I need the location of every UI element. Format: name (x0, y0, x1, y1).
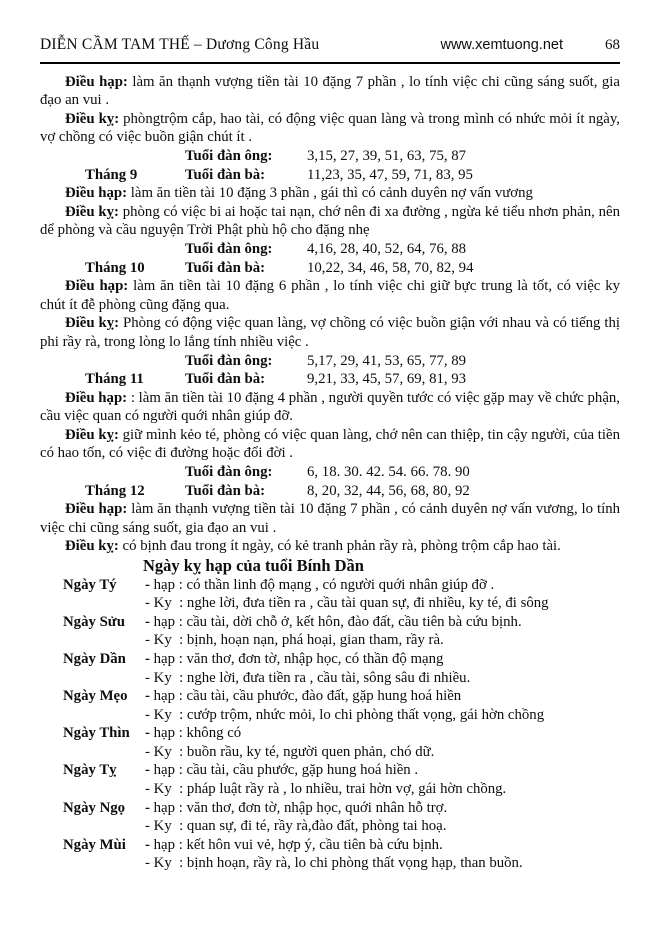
month-label: Tháng 9 (85, 166, 138, 183)
men-ages-values: 5,17, 29, 41, 53, 65, 77, 89 (307, 352, 467, 369)
ky-text: phòng có việc bi ai hoặc tai nạn, chớ nên đi xa đường , ngừa kẻ tiểu nhơn phản, nên dể phòng và cầu nguyện Trời Phật phù hộ cho đặng nhẹ (40, 203, 620, 239)
day-name: Ngày Thìn (63, 725, 130, 742)
day-name: Ngày Mùi (63, 836, 126, 853)
day-hap-line (145, 613, 620, 632)
day-hap-text: hạp : có thần linh độ mạng , có người quới nhân giúp đỡ . (149, 576, 495, 593)
hap-paragraph (40, 389, 620, 426)
day-ky-line (145, 854, 620, 873)
day-lines (145, 724, 620, 761)
women-ages-row (85, 166, 620, 185)
men-ages-label: Tuổi đàn ông: (185, 464, 273, 481)
month-block (40, 352, 620, 464)
men-ages-values: 6, 18. 30. 42. 54. 66. 78. 90 (307, 464, 470, 481)
day-lines (145, 761, 620, 798)
day-hap-text: hạp : kết hôn vui vẻ, hợp ý, cầu tiên bà cứu bịnh. (149, 836, 443, 853)
day-row-meo (63, 687, 620, 724)
day-lines (145, 613, 620, 650)
hap-text: làm ăn tiền tài 10 đặng 6 phần , lo tính việc chi giữ bực trung là tốt, có việc ky chút ít đễ phòng cũng đặng qua. (40, 278, 620, 313)
day-ky-text: - Ky : pháp luật rầy rà , lo nhiều, trai hờn vợ, gái hờn chồng. (145, 781, 507, 798)
month-label: Tháng 11 (85, 371, 144, 388)
day-ky-line (145, 817, 620, 836)
website-url: www.xemtuong.net (440, 37, 563, 53)
page-content (40, 73, 620, 873)
women-ages-row (85, 482, 620, 501)
day-hap-line (145, 687, 620, 706)
month-label-spacer (85, 240, 185, 259)
day-row-tyj (63, 761, 620, 798)
day-row-thin (63, 724, 620, 761)
day-ky-line (145, 706, 620, 725)
days-section-heading: Ngày kỵ hạp của tuổi Bính Dần (143, 556, 364, 576)
day-ky-line (145, 669, 620, 688)
hap-label: Điều hạp: (65, 501, 128, 518)
women-ages-row (85, 370, 620, 389)
ky-label: Điều kỵ: (65, 315, 120, 332)
day-name: Ngày Dần (63, 650, 126, 667)
day-hap-line (145, 576, 620, 595)
day-hap-text: hạp : không có (149, 725, 242, 742)
day-lines (145, 836, 620, 873)
month-block (40, 463, 620, 556)
month-block (40, 240, 620, 352)
hap-dash: - (145, 576, 150, 593)
day-hap-text: hạp : văn thơ, đơn tờ, nhập học, có thần độ mạng (149, 650, 444, 667)
women-ages-label: Tuổi đàn bà: (185, 166, 266, 183)
hap-dash: - (145, 799, 150, 816)
ky-label: Điều kỵ: (65, 110, 120, 127)
month-block (40, 147, 620, 240)
hap-paragraph (40, 184, 620, 203)
day-ky-text: - Ky : quan sự, đi té, rầy rà,đào đất, phòng tai hoạ. (145, 818, 447, 835)
hap-paragraph (40, 73, 620, 110)
page-number: 68 (605, 37, 620, 53)
men-ages-label: Tuổi đàn ông: (185, 147, 273, 164)
month-label: Tháng 12 (85, 482, 145, 499)
day-row-mui (63, 836, 620, 873)
day-row-ngo (63, 799, 620, 836)
day-lines (145, 799, 620, 836)
day-hap-text: hạp : cầu tài, cầu phước, gặp hung hoá hiền . (149, 762, 419, 779)
men-ages-label: Tuổi đàn ông: (185, 352, 273, 369)
ky-paragraph (40, 426, 620, 463)
day-name: Ngày Tý (63, 576, 117, 593)
hap-label: Điều hạp: (65, 389, 128, 406)
day-hap-line (145, 836, 620, 855)
day-hap-line (145, 724, 620, 743)
day-ky-line (145, 631, 620, 650)
ky-label: Điều kỵ: (65, 538, 119, 555)
hap-paragraph (40, 277, 620, 314)
day-lines (145, 576, 620, 613)
day-hap-text: hạp : văn thơ, đơn tờ, nhập học, quới nhân hỗ trợ. (149, 799, 448, 816)
hap-label: Điều hạp: (65, 73, 128, 90)
day-ky-line (145, 780, 620, 799)
ky-text: Phòng có động việc quan làng, vợ chồng có việc buồn giận với nhau và có tiếng thị phi rầy rà, trong lòng lo lắng tính nhiều việc . (40, 315, 620, 350)
day-hap-line (145, 761, 620, 780)
month-label-spacer (85, 463, 185, 482)
day-lines (145, 650, 620, 687)
day-name: Ngày Tỵ (63, 762, 117, 779)
hap-dash: - (145, 650, 150, 667)
ky-label: Điều kỵ: (65, 203, 119, 220)
men-ages-values: 3,15, 27, 39, 51, 63, 75, 87 (307, 147, 467, 164)
hap-text: làm ăn thạnh vượng tiền tài 10 đặng 7 phần , lo tính việc chi cũng sáng suốt, gia đạo an vui . (40, 73, 620, 109)
men-ages-label: Tuổi đàn ông: (185, 240, 273, 257)
hap-text: làm ăn tiền tài 10 đặng 3 phần , gái thì có cảnh duyên nợ vấn vương (127, 185, 533, 202)
day-ky-line (145, 594, 620, 613)
header-right (440, 36, 620, 55)
day-ky-text: - Ky : buồn rầu, ky té, người quen phản, chó dữ. (145, 743, 435, 760)
day-ky-line (145, 743, 620, 762)
day-ky-text: - Ky : bịnh hoạn, rầy rà, lo chi phòng thất vọng hạp, than buồn. (145, 855, 523, 872)
day-ky-text: - Ky : nghe lời, đưa tiền ra , cầu tài quan sự, đi nhiều, ky té, đi sông (145, 595, 549, 612)
day-hap-text: hạp : cầu tài, dời chỗ ở, kết hôn, đào đất, cầu tiên bà cứu bịnh. (149, 613, 522, 630)
ky-text: giữ mình kẻo té, phòng có việc quan làng, chớ nên can thiệp, tin cậy người, của tiền có hao tốn, có việc đi đường hoặc đổi đời . (40, 426, 620, 462)
day-name: Ngày Ngọ (63, 799, 126, 816)
women-ages-values: 10,22, 34, 46, 58, 70, 82, 94 (307, 259, 474, 276)
men-ages-row (85, 147, 620, 166)
men-ages-row (85, 240, 620, 259)
ky-paragraph (40, 537, 620, 556)
hap-paragraph (40, 500, 620, 537)
men-ages-values: 4,16, 28, 40, 52, 64, 76, 88 (307, 240, 467, 257)
hap-text: : làm ăn tiền tài 10 đặng 4 phần , người quyền tước có việc gặp may về chức phận, cầu việc quan có người quới nhân giúp đỡ. (40, 389, 620, 425)
day-hap-text: hạp : cầu tài, cầu phước, đào đất, gặp hung hoá hiền (149, 688, 462, 705)
ky-text: phòngtrộm cắp, hao tài, có động việc quan làng và trong mình có nhức mỏi ít ngày, vợ chồng có việc buồn giận chút ít . (40, 110, 620, 146)
hap-dash: - (145, 762, 150, 779)
day-name: Ngày Sửu (63, 613, 125, 630)
book-title: DIỄN CẦM TAM THẾ – Dương Công Hầu (40, 36, 320, 53)
ky-paragraph (40, 203, 620, 240)
day-name: Ngày Mẹo (63, 688, 128, 705)
women-ages-row (85, 259, 620, 278)
hap-label: Điều hạp: (65, 185, 128, 202)
hap-label: Điều hạp: (65, 278, 129, 295)
day-row-dan (63, 650, 620, 687)
hap-dash: - (145, 725, 150, 742)
day-ky-text: - Ky : nghe lời, đưa tiền ra , cầu tài, sông sâu đi nhiều. (145, 669, 471, 686)
day-hap-line (145, 650, 620, 669)
ky-text: có bịnh đau trong ít ngày, có kẻ tranh phản rầy rà, phòng trộm cắp hao tài. (118, 538, 561, 555)
men-ages-row (85, 352, 620, 371)
ky-paragraph (40, 110, 620, 147)
month-label-spacer (85, 147, 185, 166)
page-header (40, 36, 620, 64)
women-ages-label: Tuổi đàn bà: (185, 371, 266, 388)
hap-dash: - (145, 836, 150, 853)
hap-dash: - (145, 688, 150, 705)
ky-label: Điều kỵ: (65, 426, 119, 443)
day-ky-text: - Ky : cướp trộm, nhức mỏi, lo chi phòng thất vọng, gái hờn chồng (145, 706, 545, 723)
day-row-ty (63, 576, 620, 613)
day-hap-line (145, 799, 620, 818)
day-row-suu (63, 613, 620, 650)
women-ages-values: 9,21, 33, 45, 57, 69, 81, 93 (307, 371, 467, 388)
month-label: Tháng 10 (85, 259, 145, 276)
men-ages-row (85, 463, 620, 482)
day-ky-text: - Ky : bịnh, hoạn nạn, phá hoại, gian tham, rầy rà. (145, 632, 444, 649)
hap-text: làm ăn thạnh vượng tiền tài 10 đặng 7 phần , có cảnh duyên nợ vấn vương, lo tính việc chi cũng sáng suốt, gia đạo an vui . (40, 501, 620, 536)
hap-dash: - (145, 613, 150, 630)
women-ages-label: Tuổi đàn bà: (185, 482, 266, 499)
ky-paragraph (40, 314, 620, 351)
day-lines (145, 687, 620, 724)
women-ages-label: Tuổi đàn bà: (185, 259, 266, 276)
women-ages-values: 8, 20, 32, 44, 56, 68, 80, 92 (307, 482, 470, 499)
month-label-spacer (85, 352, 185, 371)
women-ages-values: 11,23, 35, 47, 59, 71, 83, 95 (307, 166, 473, 183)
